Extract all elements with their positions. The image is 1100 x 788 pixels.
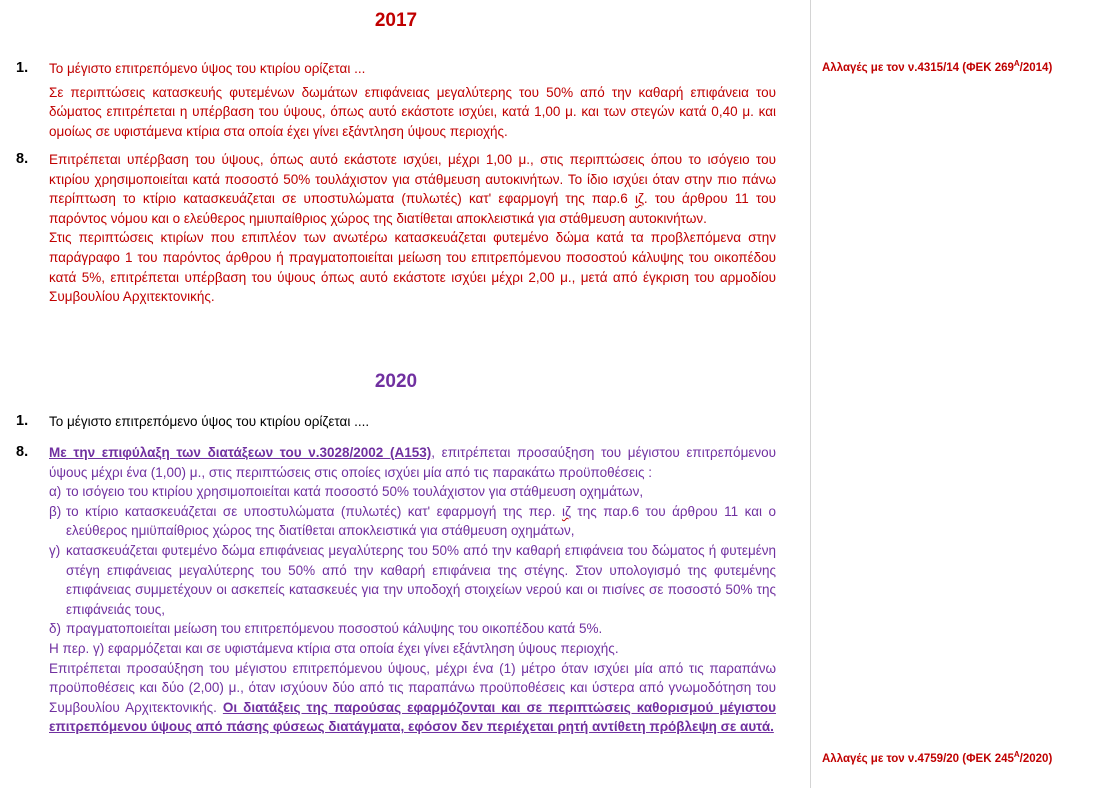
list-marker: δ) <box>49 621 62 637</box>
text-run: το ισόγειο του κτιρίου χρησιμοποιείται κατά ποσοστό 50% τουλάχιστον για στάθμευση οχημάτων, <box>66 484 644 500</box>
item-number: 8. <box>16 444 29 460</box>
comment-margin <box>811 0 1100 788</box>
text-run: /2014) <box>1019 61 1053 74</box>
list-marker: β) <box>49 503 62 519</box>
item-lead: Το μέγιστο επιτρεπόμενο ύψος του κτιρίου ορίζεται .... <box>49 414 370 429</box>
text-run: Με την επιφύλαξη των διατάξεων του ν.3028/2002 (Α153) <box>49 445 432 460</box>
text-run: το κτίριο κατασκευάζεται σε υποστυλώματα (πυλωτές) κατ' εφαρμογή της περ. <box>66 503 562 519</box>
item-number: 8. <box>16 151 29 167</box>
list-item <box>49 502 776 541</box>
item-number: 1. <box>16 413 29 429</box>
item-number: 1. <box>16 60 29 76</box>
text-run: πραγματοποιείται μείωση του επιτρεπόμενου ποσοστού κάλυψης του οικοπέδου κατά 5%. <box>66 621 603 637</box>
text-run: /2020) <box>1019 752 1053 765</box>
list-item <box>49 541 776 619</box>
text-run: Επιτρέπεται υπέρβαση του ύψους, όπως αυτό εκάστοτε ισχύει, μέχρι 1,00 μ., στις περιπτώσεις όπου το ισόγειο του κτιρίου χρησιμοποιείται κατά ποσοστό 50% τουλάχιστον για στάθμευση αυτοκινήτων. Το ίδιο ισχύει όταν στην πιο πάνω περίπτωση το κτίριο κατασκευάζεται σε υποστυλώματα (πυλωτές) κατ' εφαρμογή της παρ.6 <box>49 152 776 207</box>
change-note-2014 <box>822 59 1052 74</box>
change-note-2020 <box>822 750 1052 765</box>
list-marker: α) <box>49 484 62 500</box>
text-run: , επιτρέπεται προσαύξηση του μέγιστου επιτρεπόμενου ύψους μέχρι ένα (1,00) μ., στις περιπτώσεις στις οποίες ισχύει μία από τις παρακάτω προϋποθέσεις : <box>49 445 777 480</box>
text-run: Αλλαγές με τον ν.4759/20 (ΦΕΚ 245 <box>822 752 1014 765</box>
list-item <box>49 619 776 639</box>
item-paragraph <box>49 659 776 737</box>
text-run: ιζ <box>561 503 571 519</box>
list-item <box>49 482 776 502</box>
heading-year-2020: 2020 <box>374 371 418 392</box>
item-lead: Το μέγιστο επιτρεπόμενο ύψος του κτιρίου ορίζεται ... <box>49 61 366 76</box>
text-run: Αλλαγές με τον ν.4315/14 (ΦΕΚ 269 <box>822 61 1014 74</box>
item-paragraph <box>49 443 776 482</box>
item-paragraph <box>49 150 776 228</box>
item-2017-8-text <box>49 150 776 307</box>
text-run: ιζ <box>634 191 644 207</box>
text-run: Α <box>1013 59 1020 68</box>
item-2020-1-text <box>49 412 776 432</box>
text-run: κατασκευάζεται φυτεμένο δώμα επιφάνειας μεγαλύτερης του 50% από την καθαρή επιφάνεια του δώματος ή φυτεμένη στέγη επιφάνειας μεγαλύτερης του 50% από την καθαρή επιφάνεια της στέγης. Στον υπολογισμό της φυτεμένης επιφάνειας συμμετέχουν οι ασκεπείς κατασκευές για την υποδοχή στοιχείων νερού και οι πισίνες σε ποσοστό 50% της επιφάνειάς τους, <box>66 542 776 617</box>
item-paragraph: Σε περιπτώσεις κατασκευής φυτεμένων δωμάτων επιφάνειας μεγαλύτερης του 50% από την καθαρή επιφάνεια του δώματος επιτρέπεται η υπέρβαση του ύψους, όπως αυτό εκάστοτε ισχύει, κατά 1,00 μ. και των στεγών κατά 0,40 μ. και ομοίως σε υφιστάμενα κτίρια στα οποία έχει γίνει εξάντληση ύψους περιοχής. <box>49 84 776 139</box>
text-run: Οι διατάξεις της παρούσας εφαρμόζονται και σε περιπτώσεις καθορισμού μέγιστου επιτρεπόμενου ύψους από πάσης φύσεως διατάγματα, εφόσον δεν περιέχεται ρητή αντίθετη πρόβλεψη σε αυτά. <box>49 699 777 735</box>
text-run: Α <box>1013 750 1020 759</box>
text-run: Επιτρέπεται προσαύξηση του μέγιστου επιτρεπόμενου ύψους, μέχρι ένα (1) μέτρο όταν ισχύει μία από τις παραπάνω προϋποθέσεις και δύο (2,00) μ., όταν ισχύουν δύο από τις παραπάνω προϋποθέσεις και ύστερα από γνωμοδότηση του Συμβουλίου Αρχιτεκτονικής. <box>49 660 776 715</box>
list-marker: γ) <box>49 542 61 558</box>
item-paragraph: Στις περιπτώσεις κτιρίων που επιπλέον των ανωτέρω κατασκευάζεται φυτεμένο δώμα κατά τα προβλεπόμενα στην παράγραφο 1 του παρόντος άρθρου ή πραγματοποιείται μείωση του επιτρεπόμενου ποσοστού κάλυψης του οικοπέδου κατά 5%, επιτρέπεται υπέρβαση του ύψους όπως αυτό εκάστοτε ισχύει μέχρι 2,00 μ., μετά από έγκριση του αρμοδίου Συμβουλίου Αρχιτεκτονικής. <box>49 230 776 305</box>
item-2020-8-text <box>49 443 776 737</box>
item-2017-1-text <box>49 59 776 141</box>
item-paragraph: Η περ. γ) εφαρμόζεται και σε υφιστάμενα κτίρια στα οποία έχει γίνει εξάντληση ύψους περιοχής. <box>49 640 619 656</box>
text-run: . του άρθρου 11 του παρόντος νόμου και ο ελεύθερος ημιυπαίθριος χώρος της διατίθεται αποκλειστικά για στάθμευση αυτοκινήτων. <box>49 191 776 226</box>
heading-year-2017: 2017 <box>374 10 418 31</box>
text-run: της παρ.6 του άρθρου 11 και ο ελεύθερος ημιϋπαίθριος χώρος της διατίθεται αποκλειστικά για στάθμευση οχημάτων, <box>66 503 776 539</box>
